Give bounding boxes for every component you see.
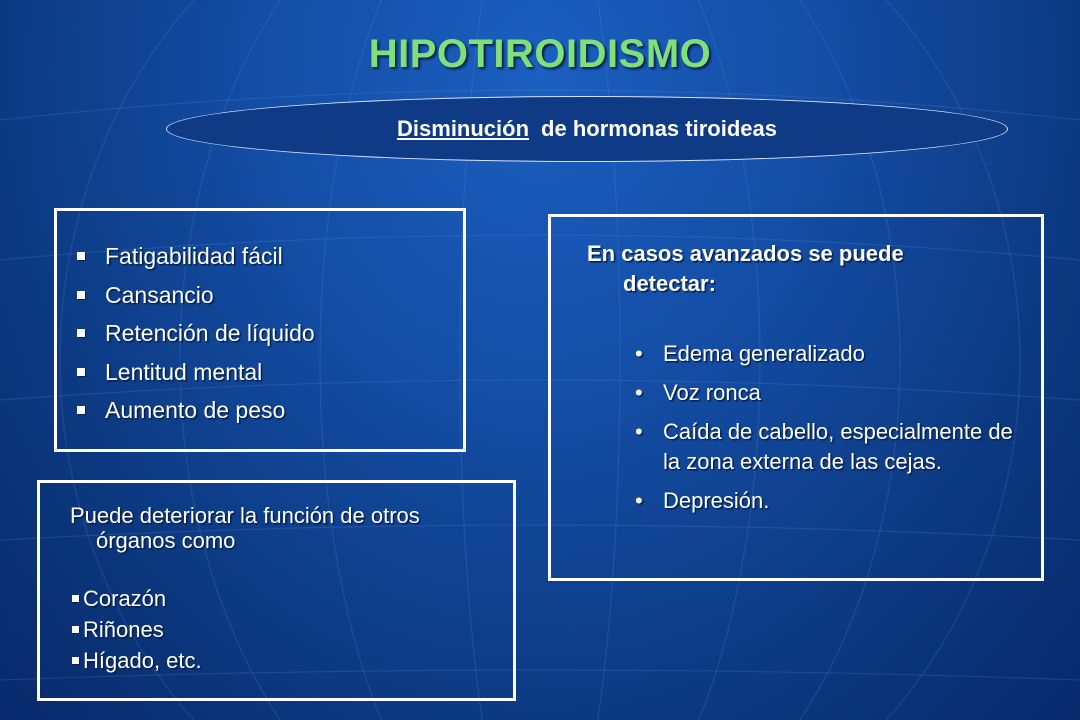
advanced-item: • Caída de cabello, especialmente de la zona externa de las cejas. [635, 419, 1013, 474]
slide-title: HIPOTIROIDISMO [368, 32, 712, 76]
round-bullet-icon: • [635, 419, 643, 444]
definition-keyword: Disminución [397, 116, 530, 141]
square-bullet-icon [72, 657, 79, 664]
definition-ellipse [166, 96, 1008, 162]
advanced-list [551, 299, 1041, 516]
symptom-item: Retención de líquido [77, 314, 463, 353]
definition-text: de hormonas tiroideas [541, 116, 777, 141]
symptoms-list [57, 211, 463, 430]
round-bullet-icon: • [635, 380, 643, 405]
organs-list [40, 553, 513, 676]
organ-item: Corazón [72, 583, 513, 614]
symptom-item: Aumento de peso [77, 391, 463, 430]
square-bullet-icon [77, 368, 85, 376]
square-bullet-icon [77, 291, 85, 299]
symptom-item: Cansancio [77, 276, 463, 315]
square-bullet-icon [77, 252, 85, 260]
organ-item: Riñones [72, 614, 513, 645]
advanced-item: • Edema generalizado [633, 339, 1013, 369]
square-bullet-icon [72, 626, 79, 633]
round-bullet-icon: • [635, 341, 643, 366]
organs-intro: Puede deteriorar la función de otros órganos como [70, 503, 420, 553]
symptoms-box [54, 208, 466, 452]
symptom-item: Fatigabilidad fácil [77, 237, 463, 276]
advanced-item: • Voz ronca [633, 378, 1013, 408]
advanced-item: • Depresión. [633, 486, 1013, 516]
symptom-item: Lentitud mental [77, 353, 463, 392]
square-bullet-icon [77, 329, 85, 337]
square-bullet-icon [72, 595, 79, 602]
square-bullet-icon [77, 406, 85, 414]
organs-box [37, 480, 516, 701]
organ-item: Hígado, etc. [72, 645, 513, 676]
advanced-cases-box [548, 214, 1044, 581]
advanced-heading: En casos avanzados se puede detectar: [587, 241, 904, 296]
round-bullet-icon: • [635, 488, 643, 513]
